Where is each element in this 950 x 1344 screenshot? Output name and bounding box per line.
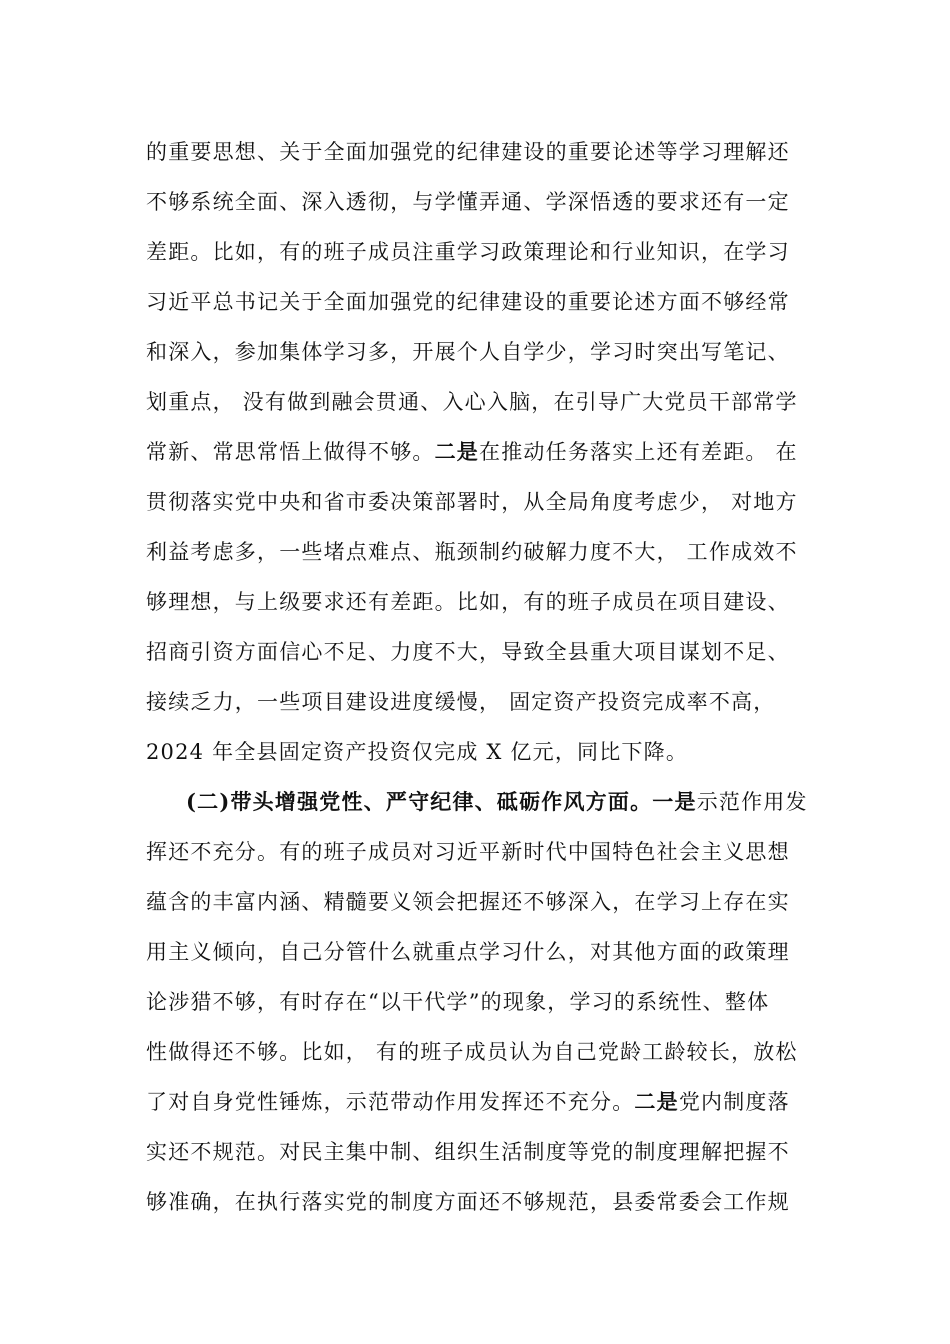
text-run: 示范作用发 [696,790,808,814]
text-line [146,738,836,766]
text-line [146,1138,836,1166]
text-run: 实还不规范。对民主集中制、组织生活制度等党的制度理解把握不 [146,1140,790,1164]
text-line [146,988,836,1016]
bold-text: 二是 [434,439,480,464]
text-run: 性做得还不够。比如， 有的班子成员认为自己党龄工龄较长，放松 [146,1040,798,1064]
text-run: 不够系统全面、深入透彻，与学懂弄通、学深悟透的要求还有一定 [146,190,790,214]
text-run: 了对自身党性锤炼，示范带动作用发挥还不充分。 [146,1090,635,1114]
text-run: 在推动任务落实上还有差距。 在 [479,440,798,464]
text-line [146,1188,836,1216]
bold-text: 一是 [652,789,697,814]
text-line [146,488,836,516]
text-line [146,588,836,616]
bold-text: (二)带头增强党性、严守纪律、砥砺作风方面。 [186,789,653,814]
text-run: 差距。比如，有的班子成员注重学习政策理论和行业知识，在学习 [146,240,790,264]
text-run: 贯彻落实党中央和省市委决策部署时，从全局角度考虑少， 对地方 [146,490,798,514]
text-line [146,638,836,666]
text-run: 和深入，参加集体学习多，开展个人自学少，学习时突出写笔记、 [146,340,790,364]
text-line [146,138,836,166]
text-line [146,238,836,266]
text-run: 党内制度落 [678,1090,790,1114]
text-line [146,888,836,916]
text-run: 的重要思想、关于全面加强党的纪律建设的重要论述等学习理解还 [146,140,790,164]
text-line [146,1038,836,1066]
text-run: 2024 年全县固定资产投资仅完成 X 亿元，同比下降。 [146,740,689,764]
text-run: 蕴含的丰富内涵、精髓要义领会把握还不够深入，在学习上存在实 [146,890,790,914]
text-line [146,938,836,966]
text-line [146,288,836,316]
text-run: 够理想，与上级要求还有差距。比如，有的班子成员在项目建设、 [146,590,790,614]
text-run: 挥还不充分。有的班子成员对习近平新时代中国特色社会主义思想 [146,840,790,864]
bold-text: 二是 [634,1089,679,1114]
text-line [146,1088,836,1116]
text-run: 招商引资方面信心不足、力度不大，导致全县重大项目谋划不足、 [146,640,790,664]
section-heading-line [186,788,836,816]
text-run: 利益考虑多，一些堵点难点、瓶颈制约破解力度不大， 工作成效不 [146,540,798,564]
text-run: 划重点， 没有做到融会贯通、入心入脑，在引导广大党员干部常学 [146,390,798,414]
text-line [146,438,836,466]
text-line [146,838,836,866]
text-run: 够准确，在执行落实党的制度方面还不够规范，县委常委会工作规 [146,1190,790,1214]
text-line [146,388,836,416]
text-run: 论涉猎不够，有时存在“以干代学”的现象，学习的系统性、整体 [146,990,770,1014]
text-run: 常新、常思常悟上做得不够。 [146,440,435,464]
text-line [146,538,836,566]
text-run: 用主义倾向，自己分管什么就重点学习什么，对其他方面的政策理 [146,940,790,964]
text-run: 接续乏力，一些项目建设进度缓慢， 固定资产投资完成率不高， [146,690,776,714]
text-line [146,688,836,716]
text-line [146,338,836,366]
text-line [146,188,836,216]
text-run: 习近平总书记关于全面加强党的纪律建设的重要论述方面不够经常 [146,290,790,314]
